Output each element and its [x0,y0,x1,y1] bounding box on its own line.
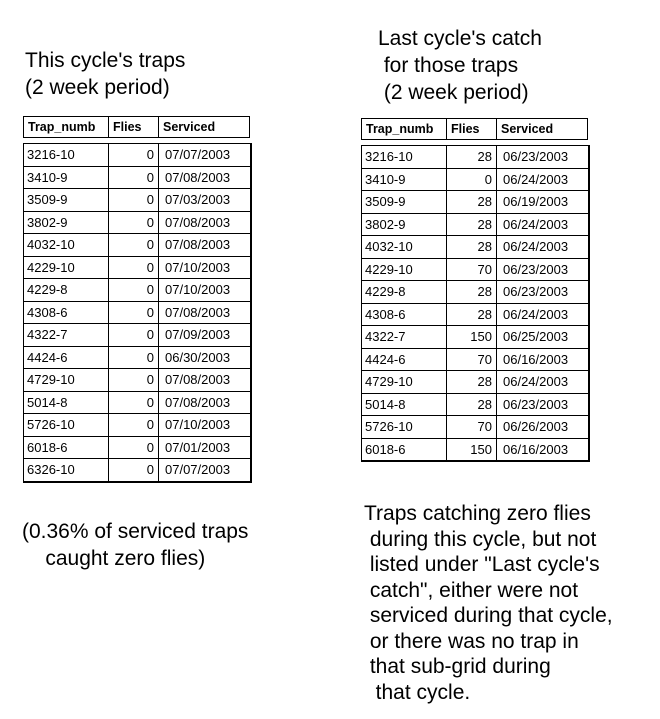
flies-cell: 0 [108,437,158,459]
table-row [24,144,250,166]
serviced-date-cell: 07/09/2003 [158,324,250,346]
flies-cell: 0 [446,169,496,191]
serviced-date-cell: 07/03/2003 [158,189,250,211]
this-cycle-table [23,143,252,483]
flies-cell: 0 [108,369,158,391]
flies-cell: 70 [446,416,496,438]
trap-number-cell: 3802-9 [27,214,68,230]
flies-cell: 28 [446,191,496,213]
flies-cell: 0 [108,414,158,436]
serviced-date-cell: 06/23/2003 [496,394,588,416]
serviced-date-cell: 06/25/2003 [496,326,588,348]
table-row [362,393,588,416]
table-row [24,346,250,369]
table-row [24,368,250,391]
serviced-date-cell: 07/07/2003 [158,144,250,166]
last-cycle-title: Last cycle's catch for those traps (2 week period) [378,27,542,104]
serviced-date-cell: 06/23/2003 [496,259,588,281]
trap-number-cell: 3216-10 [365,149,413,164]
serviced-date-cell: 06/24/2003 [496,371,588,393]
trap-number-cell: 3802-9 [365,216,406,232]
flies-cell: 0 [108,234,158,256]
table-row [24,166,250,189]
table-row [362,258,588,281]
serviced-date-cell: 06/23/2003 [496,281,588,303]
table-row [24,211,250,234]
trap-number-cell: 4308-6 [27,304,68,320]
trap-number-cell: 3509-9 [27,192,68,207]
flies-cell: 0 [108,144,158,166]
serviced-date-cell: 07/10/2003 [158,279,250,301]
flies-cell: 150 [446,326,496,348]
flies-cell: 0 [108,347,158,369]
explanation-note: Traps catching zero flies during this cycle, but not listed under "Last cycle's catch", either were not serviced during that cycle, or there was no trap in that sub-grid during that cycle. [364,502,613,704]
trap-number-cell: 5014-8 [27,394,68,410]
flies-cell: 0 [108,189,158,211]
serviced-date-cell: 07/08/2003 [158,302,250,324]
this-cycle-title: This cycle's traps (2 week period) [25,49,186,99]
trap-number-cell: 4229-8 [27,282,68,297]
last-cycle-table-header [361,118,588,140]
flies-cell: 0 [108,279,158,301]
flies-cell: 0 [108,212,158,234]
trap-number-cell: 4322-7 [27,327,68,342]
table-row [362,348,588,371]
trap-number-cell: 4032-10 [365,239,413,254]
table-row [24,323,250,346]
trap-number-cell: 4032-10 [27,237,75,252]
flies-cell: 28 [446,146,496,168]
table-row [362,213,588,236]
serviced-date-cell: 06/24/2003 [496,214,588,236]
serviced-date-cell: 06/19/2003 [496,191,588,213]
flies-cell: 0 [108,324,158,346]
serviced-date-cell: 06/30/2003 [158,347,250,369]
table-row [24,256,250,279]
column-header-trap-number: Trap_numb [366,122,434,136]
trap-number-cell: 4729-10 [365,374,413,389]
table-row [24,391,250,414]
serviced-date-cell: 07/08/2003 [158,392,250,414]
trap-number-cell: 3410-9 [27,169,68,185]
serviced-date-cell: 06/26/2003 [496,416,588,438]
trap-number-cell: 4322-7 [365,329,406,344]
flies-cell: 0 [108,167,158,189]
serviced-date-cell: 07/07/2003 [158,459,250,481]
serviced-date-cell: 06/16/2003 [496,439,588,461]
table-row [24,413,250,436]
table-row [24,436,250,459]
column-header-flies: Flies [446,119,496,139]
serviced-date-cell: 07/08/2003 [158,234,250,256]
trap-number-cell: 4229-10 [365,261,413,277]
trap-number-cell: 5726-10 [27,417,75,432]
column-header-serviced: Serviced [496,119,587,139]
flies-cell: 0 [108,257,158,279]
this-cycle-table-header [23,116,250,138]
trap-number-cell: 4729-10 [27,372,75,387]
table-row [362,146,588,168]
trap-number-cell: 5014-8 [365,396,406,412]
column-header-trap-number: Trap_numb [28,120,96,134]
serviced-date-cell: 07/10/2003 [158,414,250,436]
table-row [24,233,250,256]
flies-cell: 150 [446,439,496,461]
zero-flies-percentage-note: (0.36% of serviced traps caught zero flies) [22,520,249,570]
flies-cell: 28 [446,236,496,258]
flies-cell: 28 [446,371,496,393]
table-row [362,415,588,438]
trap-number-cell: 3216-10 [27,147,75,162]
flies-cell: 28 [446,304,496,326]
table-row [24,188,250,211]
trap-number-cell: 5726-10 [365,419,413,434]
trap-number-cell: 6018-6 [365,441,406,457]
table-row [362,370,588,393]
serviced-date-cell: 07/08/2003 [158,369,250,391]
table-row [362,235,588,258]
table-row [24,301,250,324]
column-header-serviced: Serviced [158,117,249,137]
flies-cell: 28 [446,214,496,236]
serviced-date-cell: 07/08/2003 [158,212,250,234]
trap-number-cell: 3410-9 [365,171,406,187]
flies-cell: 0 [108,302,158,324]
table-row [362,438,588,461]
trap-number-cell: 4308-6 [365,306,406,322]
table-row [24,458,250,481]
trap-number-cell: 4229-8 [365,284,406,299]
serviced-date-cell: 06/24/2003 [496,169,588,191]
column-header-flies: Flies [108,117,158,137]
flies-cell: 28 [446,394,496,416]
flies-cell: 70 [446,349,496,371]
flies-cell: 0 [108,459,158,481]
trap-number-cell: 4229-10 [27,259,75,275]
flies-cell: 70 [446,259,496,281]
serviced-date-cell: 06/24/2003 [496,304,588,326]
table-row [24,278,250,301]
trap-number-cell: 6326-10 [27,462,75,477]
last-cycle-table [361,145,590,462]
serviced-date-cell: 07/08/2003 [158,167,250,189]
trap-number-cell: 3509-9 [365,194,406,209]
trap-number-cell: 4424-6 [365,351,406,367]
serviced-date-cell: 06/24/2003 [496,236,588,258]
serviced-date-cell: 07/01/2003 [158,437,250,459]
table-row [362,168,588,191]
flies-cell: 0 [108,392,158,414]
serviced-date-cell: 07/10/2003 [158,257,250,279]
trap-number-cell: 6018-6 [27,439,68,455]
table-row [362,325,588,348]
serviced-date-cell: 06/23/2003 [496,146,588,168]
flies-cell: 28 [446,281,496,303]
trap-number-cell: 4424-6 [27,349,68,365]
serviced-date-cell: 06/16/2003 [496,349,588,371]
table-row [362,280,588,303]
table-row [362,303,588,326]
table-row [362,190,588,213]
